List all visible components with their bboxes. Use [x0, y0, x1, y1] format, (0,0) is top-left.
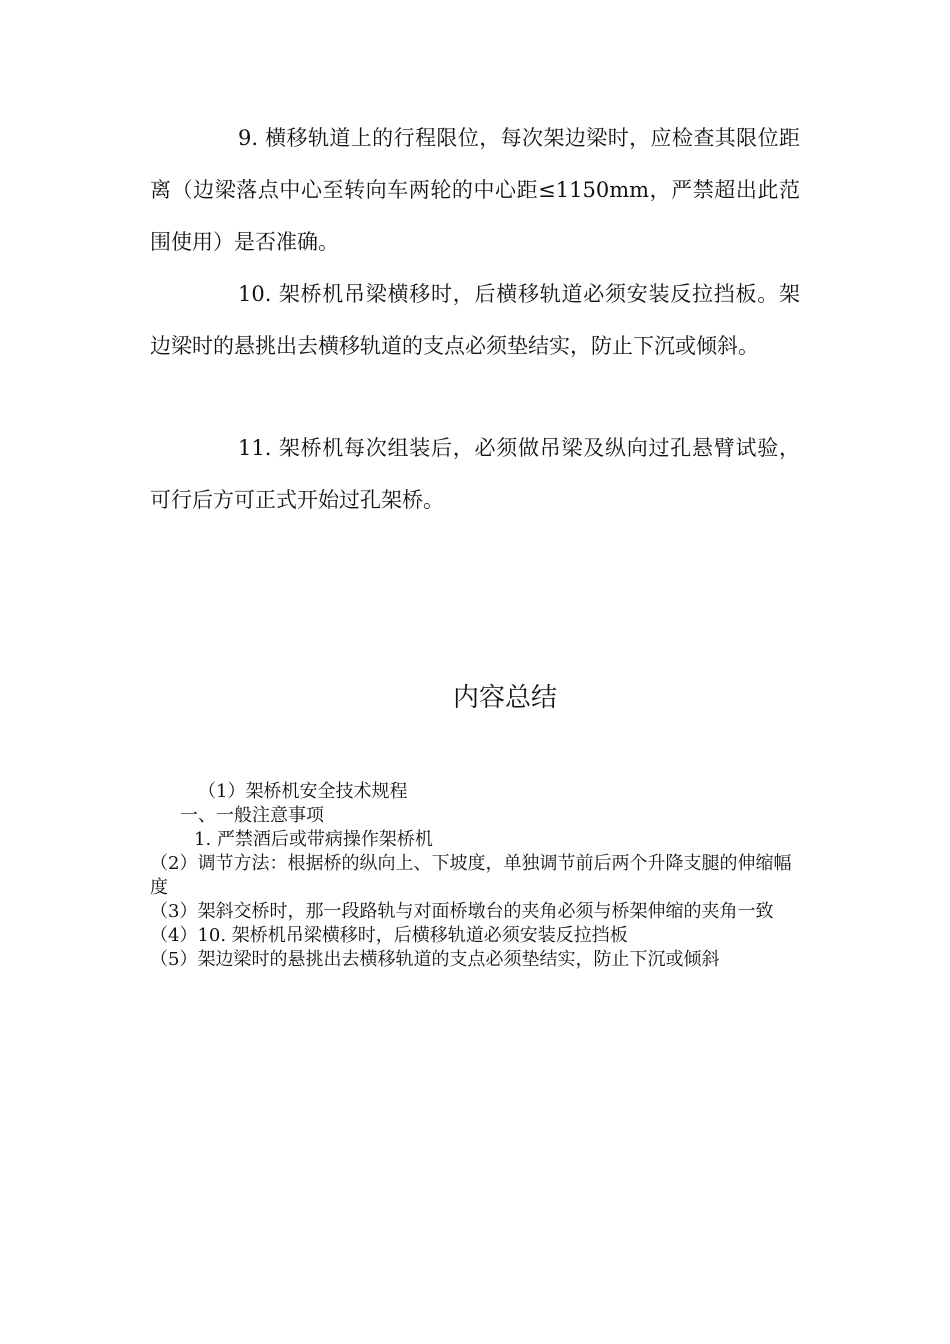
paragraph-9	[150, 112, 800, 268]
summary-line-6: （4）10. 架桥机吊梁横移时，后横移轨道必须安装反拉挡板	[150, 925, 628, 946]
summary-title: 内容总结	[452, 683, 557, 713]
paragraph-11	[150, 422, 800, 526]
paragraph-10	[150, 268, 800, 372]
summary-line-4: （2）调节方法：根据桥的纵向上、下坡度，单独调节前后两个升降支腿的伸缩幅度	[150, 853, 792, 898]
summary-line-7: （5）架边梁时的悬挑出去横移轨道的支点必须垫结实，防止下沉或倾斜	[150, 949, 720, 970]
summary-line-2: 一、一般注意事项	[180, 805, 324, 826]
summary-line-3: 1. 严禁酒后或带病操作架桥机	[194, 829, 433, 850]
paragraph-11-text: 11. 架桥机每次组装后，必须做吊梁及纵向过孔悬臂试验，可行后方可正式开始过孔架桥。	[150, 436, 800, 512]
summary-section	[150, 780, 800, 972]
paragraph-9-text: 9. 横移轨道上的行程限位，每次架边梁时，应检查其限位距离（边梁落点中心至转向车两轮的中心距≤1150mm，严禁超出此范围使用）是否准确。	[150, 126, 800, 254]
summary-line-5: （3）架斜交桥时，那一段路轨与对面桥墩台的夹角必须与桥架伸缩的夹角一致	[150, 901, 774, 922]
summary-line-1: （1）架桥机安全技术规程	[198, 781, 408, 802]
paragraph-10-text: 10. 架桥机吊梁横移时，后横移轨道必须安装反拉挡板。架边梁时的悬挑出去横移轨道的支点必须垫结实，防止下沉或倾斜。	[150, 282, 800, 358]
